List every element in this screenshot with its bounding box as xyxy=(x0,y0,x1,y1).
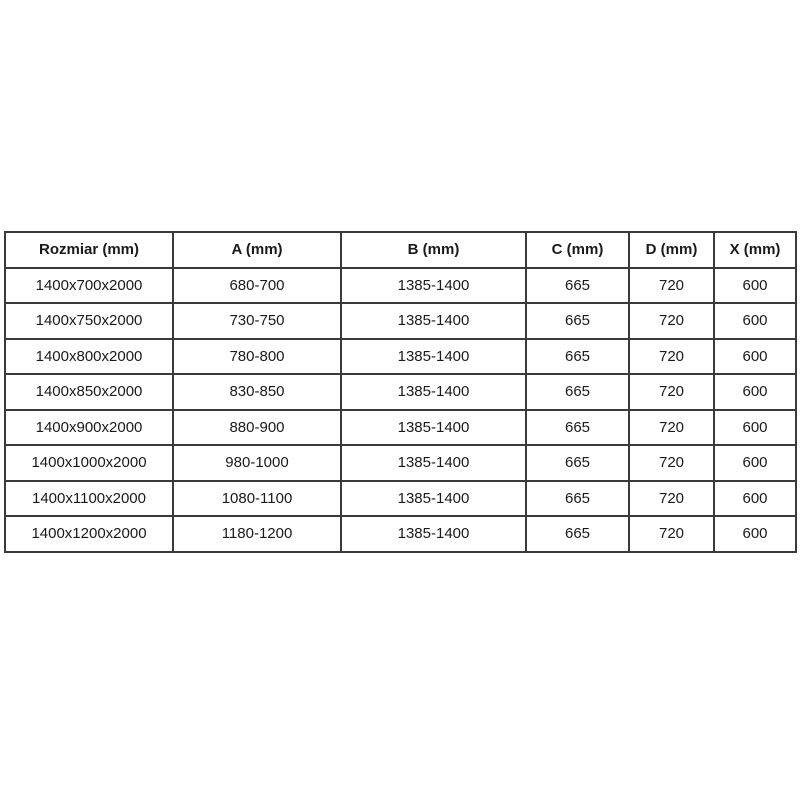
column-header: B (mm) xyxy=(341,232,526,268)
table-cell: 665 xyxy=(526,445,629,481)
table-cell: 730-750 xyxy=(173,303,341,339)
table-cell: 720 xyxy=(629,268,714,304)
table-cell: 680-700 xyxy=(173,268,341,304)
table-cell: 720 xyxy=(629,410,714,446)
table-cell: 720 xyxy=(629,516,714,552)
table-cell: 600 xyxy=(714,516,796,552)
table-cell: 720 xyxy=(629,374,714,410)
table-cell: 600 xyxy=(714,481,796,517)
table-row xyxy=(5,410,796,446)
table-cell: 980-1000 xyxy=(173,445,341,481)
table-row xyxy=(5,516,796,552)
table-cell: 1080-1100 xyxy=(173,481,341,517)
table-cell: 665 xyxy=(526,374,629,410)
table-cell: 1400x1000x2000 xyxy=(5,445,173,481)
table-cell: 1385-1400 xyxy=(341,445,526,481)
table-cell: 665 xyxy=(526,481,629,517)
table-cell: 830-850 xyxy=(173,374,341,410)
table-row xyxy=(5,268,796,304)
table-row xyxy=(5,339,796,375)
table-cell: 1400x850x2000 xyxy=(5,374,173,410)
table-cell: 665 xyxy=(526,268,629,304)
table-cell: 1400x700x2000 xyxy=(5,268,173,304)
table-cell: 665 xyxy=(526,303,629,339)
column-header: D (mm) xyxy=(629,232,714,268)
table-cell: 665 xyxy=(526,410,629,446)
table-row xyxy=(5,374,796,410)
table-row xyxy=(5,481,796,517)
table-cell: 1385-1400 xyxy=(341,410,526,446)
table-cell: 1385-1400 xyxy=(341,268,526,304)
table-cell: 720 xyxy=(629,445,714,481)
column-header: Rozmiar (mm) xyxy=(5,232,173,268)
table-row xyxy=(5,445,796,481)
table-cell: 720 xyxy=(629,481,714,517)
table-row xyxy=(5,303,796,339)
table-cell: 1400x1200x2000 xyxy=(5,516,173,552)
table-cell: 1385-1400 xyxy=(341,339,526,375)
table-cell: 600 xyxy=(714,339,796,375)
table-cell: 1385-1400 xyxy=(341,481,526,517)
dimensions-table xyxy=(4,231,797,553)
table-cell: 880-900 xyxy=(173,410,341,446)
table-cell: 1400x750x2000 xyxy=(5,303,173,339)
table-cell: 720 xyxy=(629,303,714,339)
table-cell: 1400x900x2000 xyxy=(5,410,173,446)
table-cell: 1385-1400 xyxy=(341,374,526,410)
table-cell: 1385-1400 xyxy=(341,303,526,339)
table-cell: 1400x800x2000 xyxy=(5,339,173,375)
table-body xyxy=(5,268,796,552)
table-cell: 600 xyxy=(714,410,796,446)
table-cell: 780-800 xyxy=(173,339,341,375)
table-cell: 665 xyxy=(526,516,629,552)
table-cell: 720 xyxy=(629,339,714,375)
table-cell: 600 xyxy=(714,303,796,339)
column-header: X (mm) xyxy=(714,232,796,268)
table-cell: 600 xyxy=(714,445,796,481)
table-cell: 1385-1400 xyxy=(341,516,526,552)
table-cell: 600 xyxy=(714,268,796,304)
table-cell: 600 xyxy=(714,374,796,410)
column-header: C (mm) xyxy=(526,232,629,268)
column-header: A (mm) xyxy=(173,232,341,268)
table-cell: 665 xyxy=(526,339,629,375)
table-header-row xyxy=(5,232,796,268)
table-cell: 1180-1200 xyxy=(173,516,341,552)
table-cell: 1400x1100x2000 xyxy=(5,481,173,517)
